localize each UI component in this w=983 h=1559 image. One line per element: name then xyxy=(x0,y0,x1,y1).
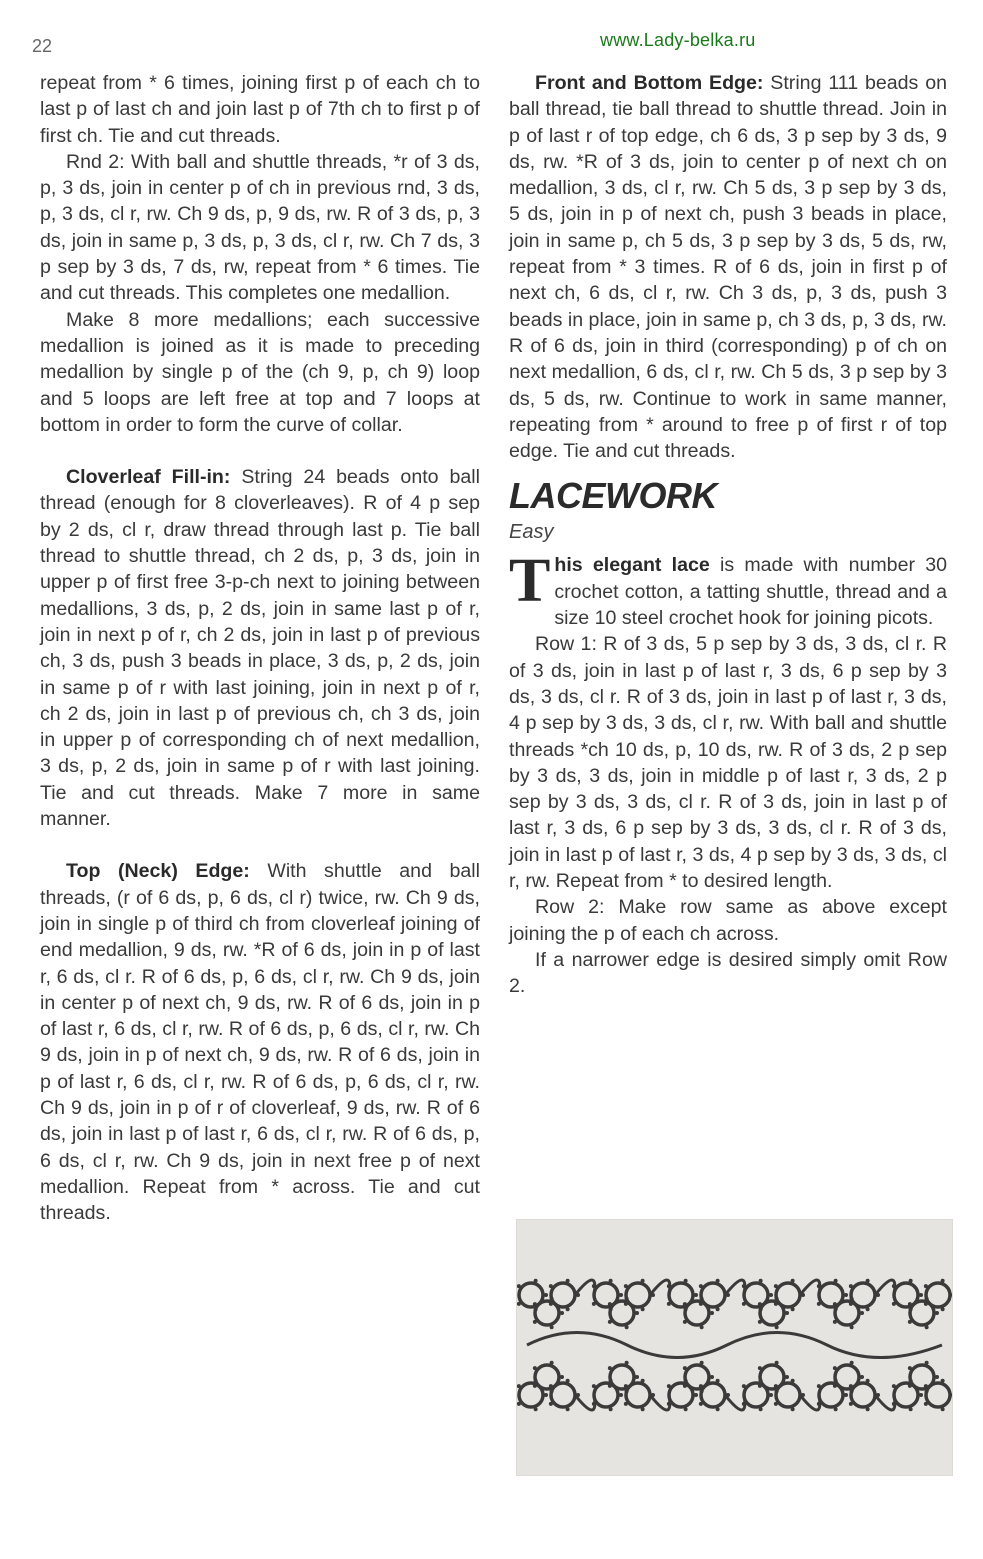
lace-picot xyxy=(774,1402,778,1406)
lace-picot xyxy=(534,1407,538,1411)
lace-picot xyxy=(860,1375,864,1379)
lace-picot xyxy=(833,1320,837,1324)
lace-picot xyxy=(791,1279,795,1283)
lace-picot xyxy=(517,1284,521,1288)
lace-picot xyxy=(694,1393,698,1397)
lace-chain xyxy=(725,1395,745,1410)
lace-ring xyxy=(685,1301,709,1325)
lace-picot xyxy=(925,1361,929,1365)
lace-picot xyxy=(550,1325,554,1329)
lace-picot xyxy=(941,1279,945,1283)
lace-picot xyxy=(684,1407,688,1411)
lace-picot xyxy=(710,1375,714,1379)
paragraph-medallions: Make 8 more medallions; each successive medallion is joined as it is made to preceding medallion by single p of the (ch 9, p, ch 9) loop and 5 loops are left free at top and 7 loops at bottom in order to form the curve of collar. xyxy=(40,308,480,436)
lace-picot xyxy=(517,1302,521,1306)
lace-picot xyxy=(925,1325,929,1329)
lace-chain xyxy=(575,1395,595,1410)
lace-picot xyxy=(769,1293,773,1297)
lace-picot xyxy=(775,1389,779,1393)
paragraph-narrower: If a narrower edge is desired simply omit Row 2. xyxy=(509,948,947,998)
lace-picot xyxy=(684,1279,688,1283)
lace-picot xyxy=(700,1389,704,1393)
lace-ring xyxy=(610,1301,634,1325)
lace-ring xyxy=(760,1365,784,1389)
drop-cap: T xyxy=(509,547,551,616)
lace-picot xyxy=(908,1384,912,1388)
left-column xyxy=(40,70,480,1226)
lace-picot xyxy=(609,1279,613,1283)
lace-chain xyxy=(875,1395,895,1410)
lace-picot xyxy=(774,1284,778,1288)
lace-picot xyxy=(635,1375,639,1379)
lace-picot xyxy=(566,1279,570,1283)
lace-picot xyxy=(941,1407,945,1411)
lace-picot xyxy=(850,1361,854,1365)
paragraph-row-1: Row 1: R of 3 ds, 5 p sep by 3 ds, 3 ds, cl r. R of 3 ds, join in last p of last r, 3 ds, 6 p sep by 3 ds, 3 ds, cl r. R of 3 ds, join in last p of last r, 3 ds, 4 p sep by 3 ds, 3 ds, cl r, rw. With ball and shuttle threads *ch 10 ds, p, 10 ds, rw. R of 3 ds, 2 p sep by 3 ds, 3 ds, join in middle p of last r, 3 ds, 2 p sep by 3 ds, 3 ds, cl r. R of 3 ds, join in last p of last r, 3 ds, 6 p sep by 3 ds, 3 ds, cl r. R of 3 ds, join in last p of last r, 3 ds, 4 p sep by 3 ds, 3 ds, cl r, rw. Repeat from * to desired length. xyxy=(509,633,947,893)
lace-ring xyxy=(535,1365,559,1389)
lace-chain xyxy=(650,1280,670,1295)
lace-picot xyxy=(560,1375,564,1379)
lace-picot xyxy=(667,1384,671,1388)
lace-picot xyxy=(775,1325,779,1329)
lace-row xyxy=(517,1279,952,1330)
lace-picot xyxy=(844,1393,848,1397)
lace-picot xyxy=(850,1297,854,1301)
lace-picot xyxy=(791,1307,795,1311)
lace-picot xyxy=(549,1284,553,1288)
lace-picot xyxy=(625,1361,629,1365)
lace-picot xyxy=(624,1284,628,1288)
lace-picot xyxy=(791,1379,795,1383)
lace-picot xyxy=(517,1402,521,1406)
lace-picot xyxy=(935,1375,939,1379)
lace-picot xyxy=(625,1389,629,1393)
paragraph-cloverleaf xyxy=(40,464,480,832)
lace-row xyxy=(517,1361,952,1412)
lace-picot xyxy=(667,1284,671,1288)
lace-picot xyxy=(860,1311,864,1315)
top-edge-text: With shuttle and ball threads, (r of 6 ds, p, 6 ds, cl r) twice, rw. Ch 9 ds, join in single p of third ch from cloverleaf joining of end medallion, 9 ds, rw. *R of 6 ds, join in p of last r, 6 ds, cl r. R of 6 ds, p, 6 ds, cl r, rw. Ch 9 ds, join in center p of next ch, 9 ds, rw. R of 6 ds, join in p of last r, 6 ds, cl r, rw. R of 6 ds, p, 6 ds, cl r, rw. Ch 9 ds, join in p of next ch, 9 ds, rw. R of 6 ds, join in p of last r, 6 ds, cl r, rw. R of 6 ds, p, 6 ds, cl r, rw. Ch 9 ds, join in p of r of cloverleaf, 9 ds, rw. R of 6 ds, join in last p of last r, 6 ds, cl r, rw. R of 6 ds, p, 6 ds, cl r, rw. Ch 9 ds, join in next free p of next medallion. Repeat from * across. Tie and cut threads. xyxy=(40,860,480,1225)
lace-picot xyxy=(533,1366,537,1370)
page-number: 22 xyxy=(32,36,53,56)
lace-picot xyxy=(834,1407,838,1411)
paragraph-top-edge xyxy=(40,858,480,1226)
cloverleaf-text: String 24 beads onto ball thread (enough for 8 cloverleaves). R of 4 p sep by 2 ds, cl r, draw thread through last p. Tie ball thread to shuttle thread, ch 2 ds, p, 3 ds, join in upper p of first free 3-p-ch next to joining between medallions, 3 ds, p, 2 ds, join in same last p of r, join in next p of r, ch 2 ds, join in last p of previous ch, 3 ds, push 3 beads in place, 3 ds, p, 2 ds, join in same p of r with last joining, join in next p of r, ch 2 ds, join in last p of previous ch, ch 3 ds, join in upper p of corresponding ch of next medallion, 3 ds, p, 2 ds, join in same p of r with last joining. Tie and cut threads. Make 7 more in same manner. xyxy=(40,466,480,831)
lace-picot xyxy=(817,1302,821,1306)
lace-picot xyxy=(850,1389,854,1393)
lace-picot xyxy=(549,1402,553,1406)
lace-picot xyxy=(925,1389,929,1393)
lace-picot xyxy=(625,1297,629,1301)
lace-chain xyxy=(725,1280,745,1295)
lace-picot xyxy=(785,1375,789,1379)
lace-picot xyxy=(592,1302,596,1306)
paragraph-intro xyxy=(509,547,947,631)
lace-picot xyxy=(892,1284,896,1288)
lace-picot xyxy=(550,1297,554,1301)
lace-picot xyxy=(817,1284,821,1288)
lace-picot xyxy=(641,1407,645,1411)
front-edge-title: Front and Bottom Edge: xyxy=(535,72,764,94)
lace-picot xyxy=(534,1279,538,1283)
lace-picot xyxy=(758,1302,762,1306)
lace-picot xyxy=(833,1366,837,1370)
lace-picot xyxy=(925,1297,929,1301)
lace-picot xyxy=(817,1384,821,1388)
lace-picot xyxy=(700,1297,704,1301)
lace-ring xyxy=(835,1301,859,1325)
front-edge-text: String 111 beads on ball thread, tie ball thread to shuttle thread. Join in p of last r of top edge, ch 6 ds, 3 p sep by 3 ds, 9 ds, rw. *R of 3 ds, join to center p of next ch on medallion, 3 ds, cl r, rw. Ch 5 ds, 3 p sep by 3 ds, 5 ds, join in p of next ch, push 3 beads in place, join in same p, ch 5 ds, 3 p sep by 3 ds, 5 ds, rw, repeat from * 3 times. R of 6 ds, join in first p of next ch, 6 ds, cl r, rw. Ch 3 ds, p, 3 ds, push 3 beads in place, join in same p, ch 3 ds, p, 3 ds, rw. R of 6 ds, join in third (corresponding) p of ch on next medallion, 6 ds, cl r, rw. Ch 5 ds, 3 p sep by 3 ds, 5 ds, rw. Continue to work in same manner, repeating from * around to free p of first r of top edge. Tie and cut threads. xyxy=(509,72,947,463)
lace-picot xyxy=(641,1307,645,1311)
lace-picot xyxy=(759,1279,763,1283)
lace-picot xyxy=(560,1311,564,1315)
lace-picot xyxy=(625,1325,629,1329)
lace-ring xyxy=(910,1365,934,1389)
lace-picot xyxy=(608,1384,612,1388)
lace-picot xyxy=(641,1379,645,1383)
lace-picot xyxy=(699,1284,703,1288)
lace-photo xyxy=(516,1219,953,1476)
lace-picot xyxy=(758,1366,762,1370)
lace-picot xyxy=(694,1293,698,1297)
lace-picot xyxy=(533,1320,537,1324)
lace-picot xyxy=(683,1320,687,1324)
lace-picot xyxy=(716,1379,720,1383)
lace-illustration xyxy=(517,1220,952,1475)
lace-picot xyxy=(908,1320,912,1324)
lace-picot xyxy=(550,1361,554,1365)
lace-picot xyxy=(608,1366,612,1370)
lace-picot xyxy=(833,1384,837,1388)
lace-picot xyxy=(619,1393,623,1397)
lace-picot xyxy=(866,1407,870,1411)
lace-picot xyxy=(866,1307,870,1311)
lace-picot xyxy=(892,1402,896,1406)
lace-picot xyxy=(909,1407,913,1411)
lace-picot xyxy=(908,1366,912,1370)
lace-picot xyxy=(775,1361,779,1365)
lace-picot xyxy=(624,1402,628,1406)
lace-chain xyxy=(875,1280,895,1295)
lace-picot xyxy=(544,1293,548,1297)
lace-picot xyxy=(849,1402,853,1406)
lace-picot xyxy=(608,1320,612,1324)
lace-picot xyxy=(566,1407,570,1411)
lace-picot xyxy=(609,1407,613,1411)
lace-picot xyxy=(758,1384,762,1388)
lace-picot xyxy=(834,1279,838,1283)
lace-chain xyxy=(800,1395,820,1410)
top-edge-title: Top (Neck) Edge: xyxy=(66,860,250,883)
paragraph-row-2: Row 2: Make row same as above except joining the p of each ch across. xyxy=(509,896,947,945)
lace-joining-chain xyxy=(527,1333,942,1358)
lace-picot xyxy=(919,1293,923,1297)
lace-picot xyxy=(892,1302,896,1306)
lace-picot xyxy=(683,1302,687,1306)
lace-picot xyxy=(909,1279,913,1283)
lace-ring xyxy=(610,1365,634,1389)
lace-picot xyxy=(791,1407,795,1411)
lace-picot xyxy=(592,1384,596,1388)
lace-chain xyxy=(650,1395,670,1410)
lace-picot xyxy=(544,1393,548,1397)
right-column xyxy=(509,70,947,1000)
lace-picot xyxy=(775,1297,779,1301)
site-url[interactable]: www.Lady-belka.ru xyxy=(600,30,756,50)
lace-picot xyxy=(892,1384,896,1388)
lace-picot xyxy=(533,1302,537,1306)
lace-picot xyxy=(742,1284,746,1288)
lace-ring xyxy=(760,1301,784,1325)
lace-picot xyxy=(941,1307,945,1311)
lace-picot xyxy=(924,1402,928,1406)
lace-picot xyxy=(742,1402,746,1406)
lace-picot xyxy=(608,1302,612,1306)
lace-picot xyxy=(866,1279,870,1283)
lace-picot xyxy=(833,1302,837,1306)
paragraph-continuation: repeat from * 6 times, joining first p of each ch to last p of last ch and join last p of 7th ch to first p of first ch. Tie and cut threads. xyxy=(40,72,480,147)
cloverleaf-title: Cloverleaf Fill-in: xyxy=(66,466,231,489)
lace-picot xyxy=(710,1311,714,1315)
lace-picot xyxy=(635,1311,639,1315)
lace-picot xyxy=(716,1407,720,1411)
lace-picot xyxy=(924,1284,928,1288)
lace-picot xyxy=(908,1302,912,1306)
lace-picot xyxy=(667,1302,671,1306)
lace-picot xyxy=(592,1284,596,1288)
lace-picot xyxy=(716,1279,720,1283)
section-title: LACEWORK xyxy=(509,475,717,517)
intro-text: is made with number 30 crochet cotton, a tatting shuttle, thread and a size 10 steel crochet hook for joining picots. xyxy=(554,554,947,630)
lace-picot xyxy=(785,1311,789,1315)
intro-bold: his elegant lace xyxy=(554,554,710,577)
lace-picot xyxy=(592,1402,596,1406)
lace-picot xyxy=(641,1279,645,1283)
lace-picot xyxy=(758,1320,762,1324)
lace-picot xyxy=(566,1307,570,1311)
lace-picot xyxy=(700,1361,704,1365)
lace-picot xyxy=(759,1407,763,1411)
paragraph-front-edge xyxy=(509,70,947,464)
lace-picot xyxy=(683,1366,687,1370)
lace-picot xyxy=(700,1325,704,1329)
lace-picot xyxy=(742,1384,746,1388)
lace-picot xyxy=(844,1293,848,1297)
lace-picot xyxy=(817,1402,821,1406)
lace-picot xyxy=(941,1379,945,1383)
lace-picot xyxy=(517,1384,521,1388)
section-subtitle: Easy xyxy=(509,521,554,544)
lace-picot xyxy=(742,1302,746,1306)
lace-picot xyxy=(919,1393,923,1397)
lace-picot xyxy=(699,1402,703,1406)
lace-picot xyxy=(935,1311,939,1315)
lace-picot xyxy=(619,1293,623,1297)
lace-picot xyxy=(850,1325,854,1329)
lace-picot xyxy=(683,1384,687,1388)
lace-ring xyxy=(685,1365,709,1389)
lace-ring xyxy=(535,1301,559,1325)
lace-ring xyxy=(835,1365,859,1389)
paragraph-round-2: Rnd 2: With ball and shuttle threads, *r of 3 ds, p, 3 ds, join in center p of ch in previous rnd, 3 ds, p, 3 ds, cl r, rw. Ch 9 ds, p, 9 ds, rw. R of 3 ds, p, 3 ds, join in same p, 3 ds, p, 3 ds, cl r, rw. Ch 7 ds, 3 p sep by 3 ds, 7 ds, rw, repeat from * 6 times. Tie and cut threads. This completes one medallion. xyxy=(40,150,480,305)
lace-picot xyxy=(849,1284,853,1288)
lace-chain xyxy=(575,1280,595,1295)
lace-chain xyxy=(800,1280,820,1295)
lace-picot xyxy=(866,1379,870,1383)
lace-picot xyxy=(550,1389,554,1393)
lace-picot xyxy=(769,1393,773,1397)
lace-picot xyxy=(533,1384,537,1388)
lace-picot xyxy=(667,1402,671,1406)
lace-picot xyxy=(566,1379,570,1383)
lace-ring xyxy=(910,1301,934,1325)
lace-picot xyxy=(716,1307,720,1311)
